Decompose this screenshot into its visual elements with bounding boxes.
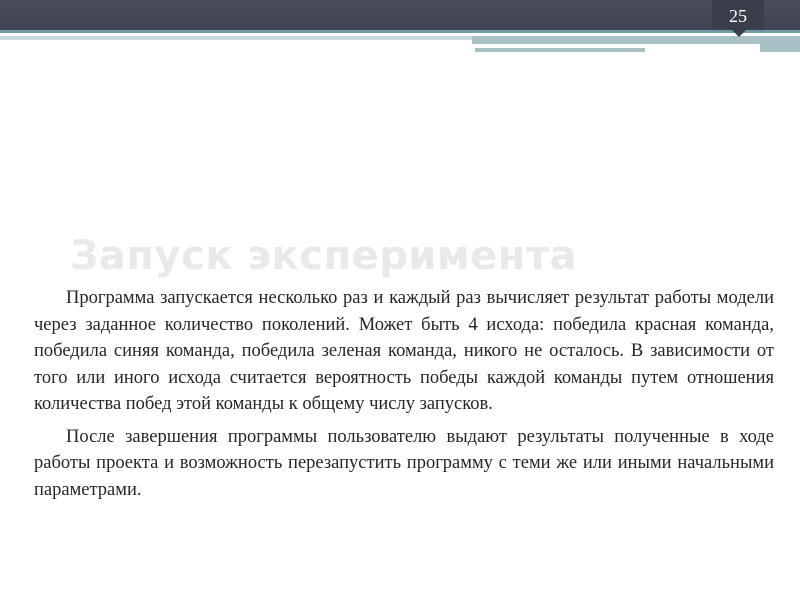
body-paragraph: Программа запускается несколько раз и каждый раз вычисляет результат работы модели через заданное количество поколений. Может быть 4 исхода: победила красная команда, победила синяя команда, победила зеленая команда, никого не осталось. В зависимости от того или иного исхода считается вероятность победы каждой команды путем отношения количества побед этой команды к общему числу запусков. (34, 288, 774, 414)
slide-body (34, 285, 774, 509)
slide-number: 25 (729, 6, 747, 26)
slide-number-pointer (732, 30, 746, 37)
body-paragraph: После завершения программы пользователю выдают результаты полученные в ходе работы проекта и возможность перезапустить программу с теми же или иными начальными параметрами. (34, 426, 774, 500)
decorative-bar (475, 48, 645, 52)
decorative-bar (760, 44, 800, 52)
header-accent-stripe (0, 30, 800, 33)
slide-title: Запуск эксперимента (70, 233, 578, 279)
header-band (0, 0, 800, 30)
decorative-bar (472, 36, 800, 44)
